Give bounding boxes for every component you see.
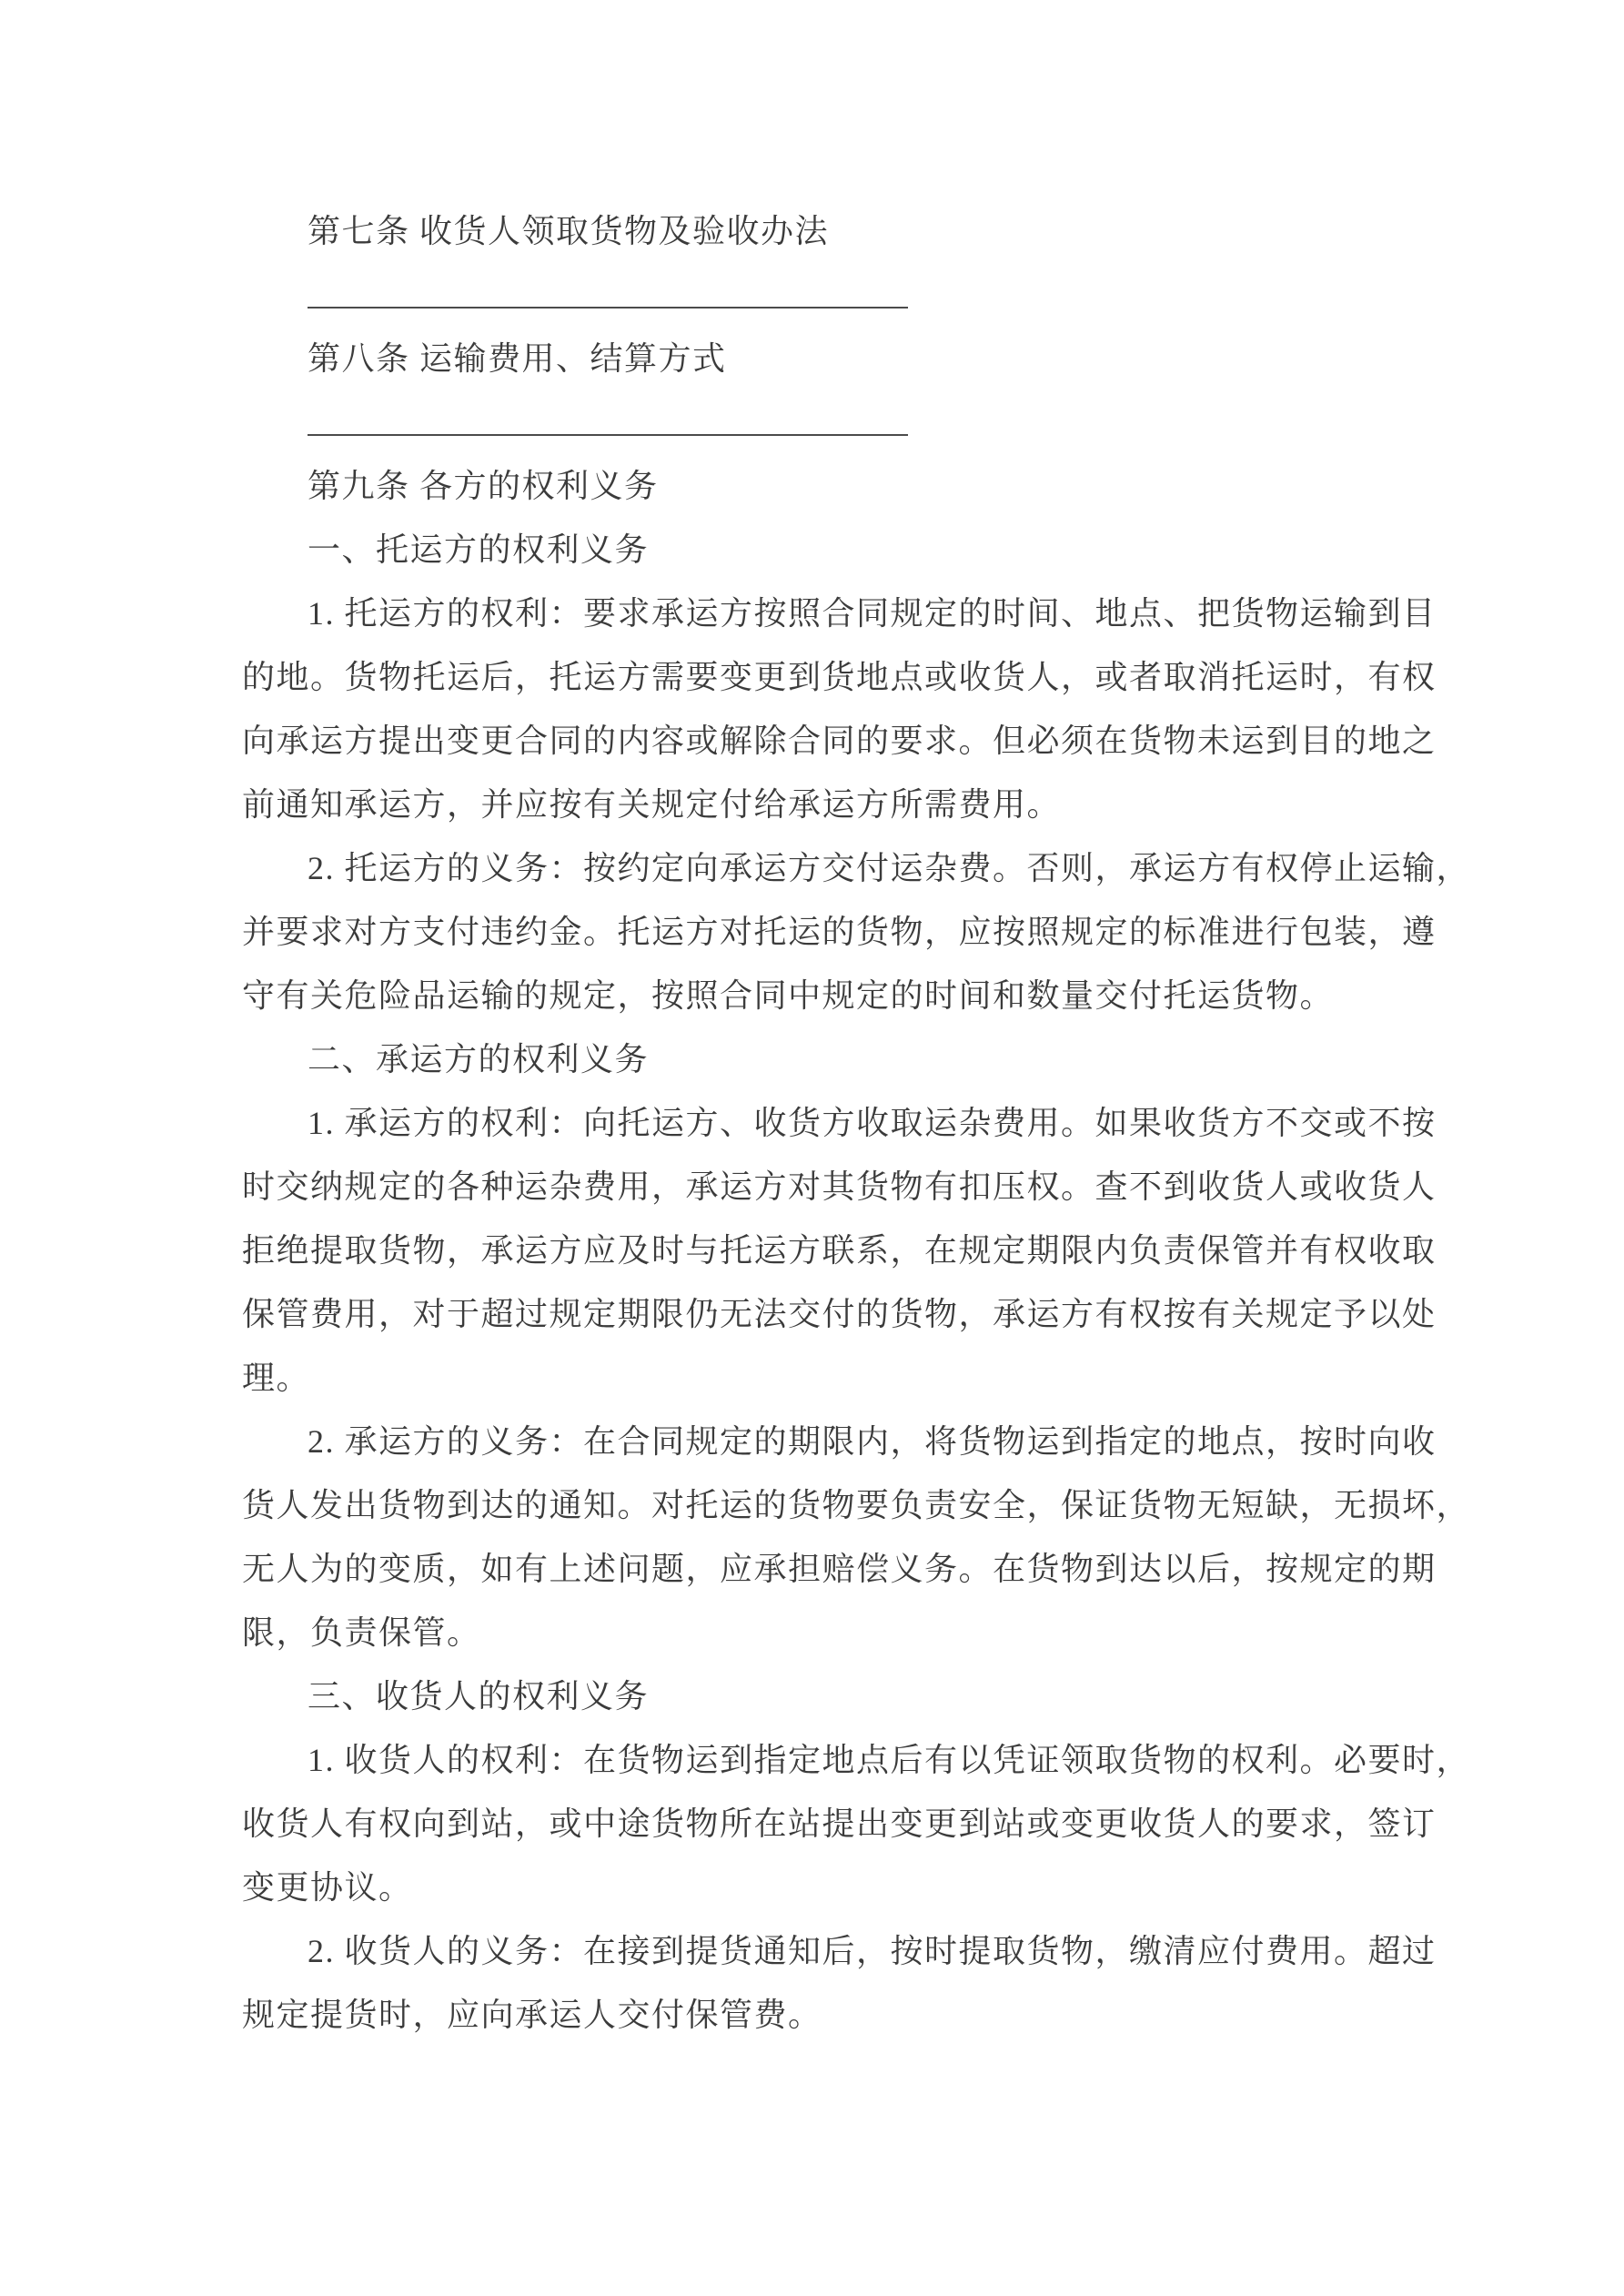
paragraph-line: 向承运方提出变更合同的内容或解除合同的要求。但必须在货物未运到目的地之	[242, 723, 1437, 759]
document-page	[242, 199, 1471, 2047]
subsection-heading: 一、托运方的权利义务	[308, 531, 650, 568]
paragraph-line: 1. 收货人的权利：在货物运到指定地点后有以凭证领取货物的权利。必要时，	[308, 1742, 1471, 1778]
paragraph-line: 规定提货时，应向承运人交付保管费。	[242, 1997, 822, 2033]
paragraph-line: 限，负责保管。	[242, 1614, 481, 1651]
blank-underline	[308, 434, 908, 436]
paragraph-line: 收货人有权向到站，或中途货物所在站提出变更到站或变更收货人的要求，签订	[242, 1805, 1437, 1842]
paragraph-line: 变更协议。	[242, 1869, 413, 1906]
paragraph-line: 保管费用，对于超过规定期限仍无法交付的货物，承运方有权按有关规定予以处	[242, 1296, 1437, 1332]
paragraph-line: 1. 承运方的权利：向托运方、收货方收取运杂费用。如果收货方不交或不按	[308, 1105, 1437, 1141]
blank-line-row	[242, 390, 1416, 454]
paragraph-line: 的地。货物托运后，托运方需要变更到货地点或收货人，或者取消托运时，有权	[242, 659, 1437, 695]
section-heading: 第七条 收货人领取货物及验收办法	[308, 213, 830, 249]
paragraph-line: 1. 托运方的权利：要求承运方按照合同规定的时间、地点、把货物运输到目	[308, 595, 1437, 632]
paragraph-line: 无人为的变质，如有上述问题，应承担赔偿义务。在货物到达以后，按规定的期	[242, 1551, 1437, 1587]
paragraph-line: 货人发出货物到达的通知。对托运的货物要负责安全，保证货物无短缺，无损坏，	[242, 1487, 1471, 1523]
paragraph-line: 理。	[242, 1360, 311, 1396]
subsection-heading: 三、收货人的权利义务	[308, 1678, 650, 1714]
section-heading: 第九条 各方的权利义务	[308, 468, 659, 504]
paragraph-line: 拒绝提取货物，承运方应及时与托运方联系，在规定期限内负责保管并有权收取	[242, 1232, 1437, 1269]
paragraph-line: 守有关危险品运输的规定，按照合同中规定的时间和数量交付托运货物。	[242, 977, 1335, 1014]
subsection-heading: 二、承运方的权利义务	[308, 1041, 650, 1077]
paragraph-line: 并要求对方支付违约金。托运方对托运的货物，应按照规定的标准进行包装，遵	[242, 914, 1437, 950]
section-heading: 第八条 运输费用、结算方式	[308, 340, 727, 377]
paragraph-line: 2. 收货人的义务：在接到提货通知后，按时提取货物，缴清应付费用。超过	[308, 1933, 1437, 1969]
blank-underline	[308, 307, 908, 308]
blank-line-row	[242, 263, 1416, 327]
paragraph-line: 时交纳规定的各种运杂费用，承运方对其货物有扣压权。查不到收货人或收货人	[242, 1168, 1437, 1205]
paragraph-line: 前通知承运方，并应按有关规定付给承运方所需费用。	[242, 786, 1062, 823]
paragraph-line: 2. 承运方的义务：在合同规定的期限内，将货物运到指定的地点，按时向收	[308, 1423, 1437, 1460]
paragraph-line: 2. 托运方的义务：按约定向承运方交付运杂费。否则，承运方有权停止运输，	[308, 850, 1471, 886]
